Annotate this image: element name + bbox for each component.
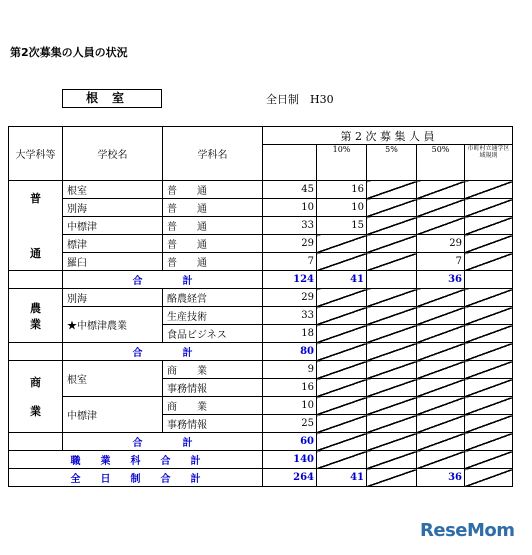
dept-name: 普 通 bbox=[163, 235, 263, 253]
dept-name: 事務情報 bbox=[163, 415, 263, 433]
grand-total: 264 bbox=[263, 469, 317, 487]
recruitment-table bbox=[8, 126, 513, 487]
cell-total: 9 bbox=[263, 361, 317, 379]
shogyo-total-label: 合 計 bbox=[63, 433, 263, 451]
school-name: ★中標津農業 bbox=[63, 307, 163, 343]
header-10pct: 10% bbox=[317, 145, 367, 181]
dept-name: 普 通 bbox=[163, 253, 263, 271]
cell-total: 33 bbox=[263, 217, 317, 235]
nogyo-total-label: 合 計 bbox=[63, 343, 263, 361]
group-shogyo: 商 業 bbox=[9, 361, 63, 433]
dept-name: 食品ビジネス bbox=[163, 325, 263, 343]
grand-total-label: 全 日 制 合 計 bbox=[9, 469, 263, 487]
dept-name: 商 業 bbox=[163, 361, 263, 379]
header-5pct: 5% bbox=[367, 145, 417, 181]
school-name: 根室 bbox=[63, 181, 163, 199]
school-name: 別海 bbox=[63, 199, 163, 217]
cell-total: 10 bbox=[263, 199, 317, 217]
cell-total: 7 bbox=[263, 253, 317, 271]
group-nogyo: 農 業 bbox=[9, 289, 63, 343]
cell-total: 29 bbox=[263, 235, 317, 253]
shogyo-total: 60 bbox=[263, 433, 317, 451]
resemom-logo: ReseMom bbox=[420, 520, 515, 541]
cell-total: 10 bbox=[263, 397, 317, 415]
header-recruit: 第 2 次 募 集 人 員 bbox=[263, 127, 513, 145]
cell-total: 18 bbox=[263, 325, 317, 343]
school-system-label: 全日制 H30 bbox=[266, 93, 334, 106]
dept-name: 商 業 bbox=[163, 397, 263, 415]
school-name: 中標津 bbox=[63, 217, 163, 235]
cell-50pct: 29 bbox=[417, 235, 465, 253]
cell-total: 45 bbox=[263, 181, 317, 199]
dept-name: 普 通 bbox=[163, 181, 263, 199]
cell-total: 29 bbox=[263, 289, 317, 307]
group-futsu: 普 通 bbox=[9, 181, 63, 271]
cell-50pct: 7 bbox=[417, 253, 465, 271]
futsu-total-50pct: 36 bbox=[417, 271, 465, 289]
header-school: 学校名 bbox=[63, 127, 163, 181]
cell-10pct: 15 bbox=[317, 217, 367, 235]
school-name: 標津 bbox=[63, 235, 163, 253]
futsu-total: 124 bbox=[263, 271, 317, 289]
grand-total-50pct: 36 bbox=[417, 469, 465, 487]
header-dept: 学科名 bbox=[163, 127, 263, 181]
cell-total: 16 bbox=[263, 379, 317, 397]
header-major: 大学科等 bbox=[9, 127, 63, 181]
school-name: 別海 bbox=[63, 289, 163, 307]
school-name: 羅臼 bbox=[63, 253, 163, 271]
nogyo-total: 80 bbox=[263, 343, 317, 361]
cell-10pct: 16 bbox=[317, 181, 367, 199]
futsu-total-label: 合 計 bbox=[63, 271, 263, 289]
header-50pct: 50% bbox=[417, 145, 465, 181]
page-title: 第2次募集の人員の状況 bbox=[10, 46, 128, 59]
dept-name: 事務情報 bbox=[163, 379, 263, 397]
cell-total: 25 bbox=[263, 415, 317, 433]
vocational-total: 140 bbox=[263, 451, 317, 469]
dept-name: 酪農経営 bbox=[163, 289, 263, 307]
futsu-total-10pct: 41 bbox=[317, 271, 367, 289]
cell-total: 33 bbox=[263, 307, 317, 325]
header-city: 市町村立通学区域規則 bbox=[465, 145, 513, 181]
school-name: 根室 bbox=[63, 361, 163, 397]
region-label: 根室 bbox=[62, 89, 162, 108]
dept-name: 普 通 bbox=[163, 217, 263, 235]
cell-10pct: 10 bbox=[317, 199, 367, 217]
dept-name: 生産技術 bbox=[163, 307, 263, 325]
dept-name: 普 通 bbox=[163, 199, 263, 217]
school-name: 中標津 bbox=[63, 397, 163, 433]
vocational-total-label: 職 業 科 合 計 bbox=[9, 451, 263, 469]
grand-total-10pct: 41 bbox=[317, 469, 367, 487]
